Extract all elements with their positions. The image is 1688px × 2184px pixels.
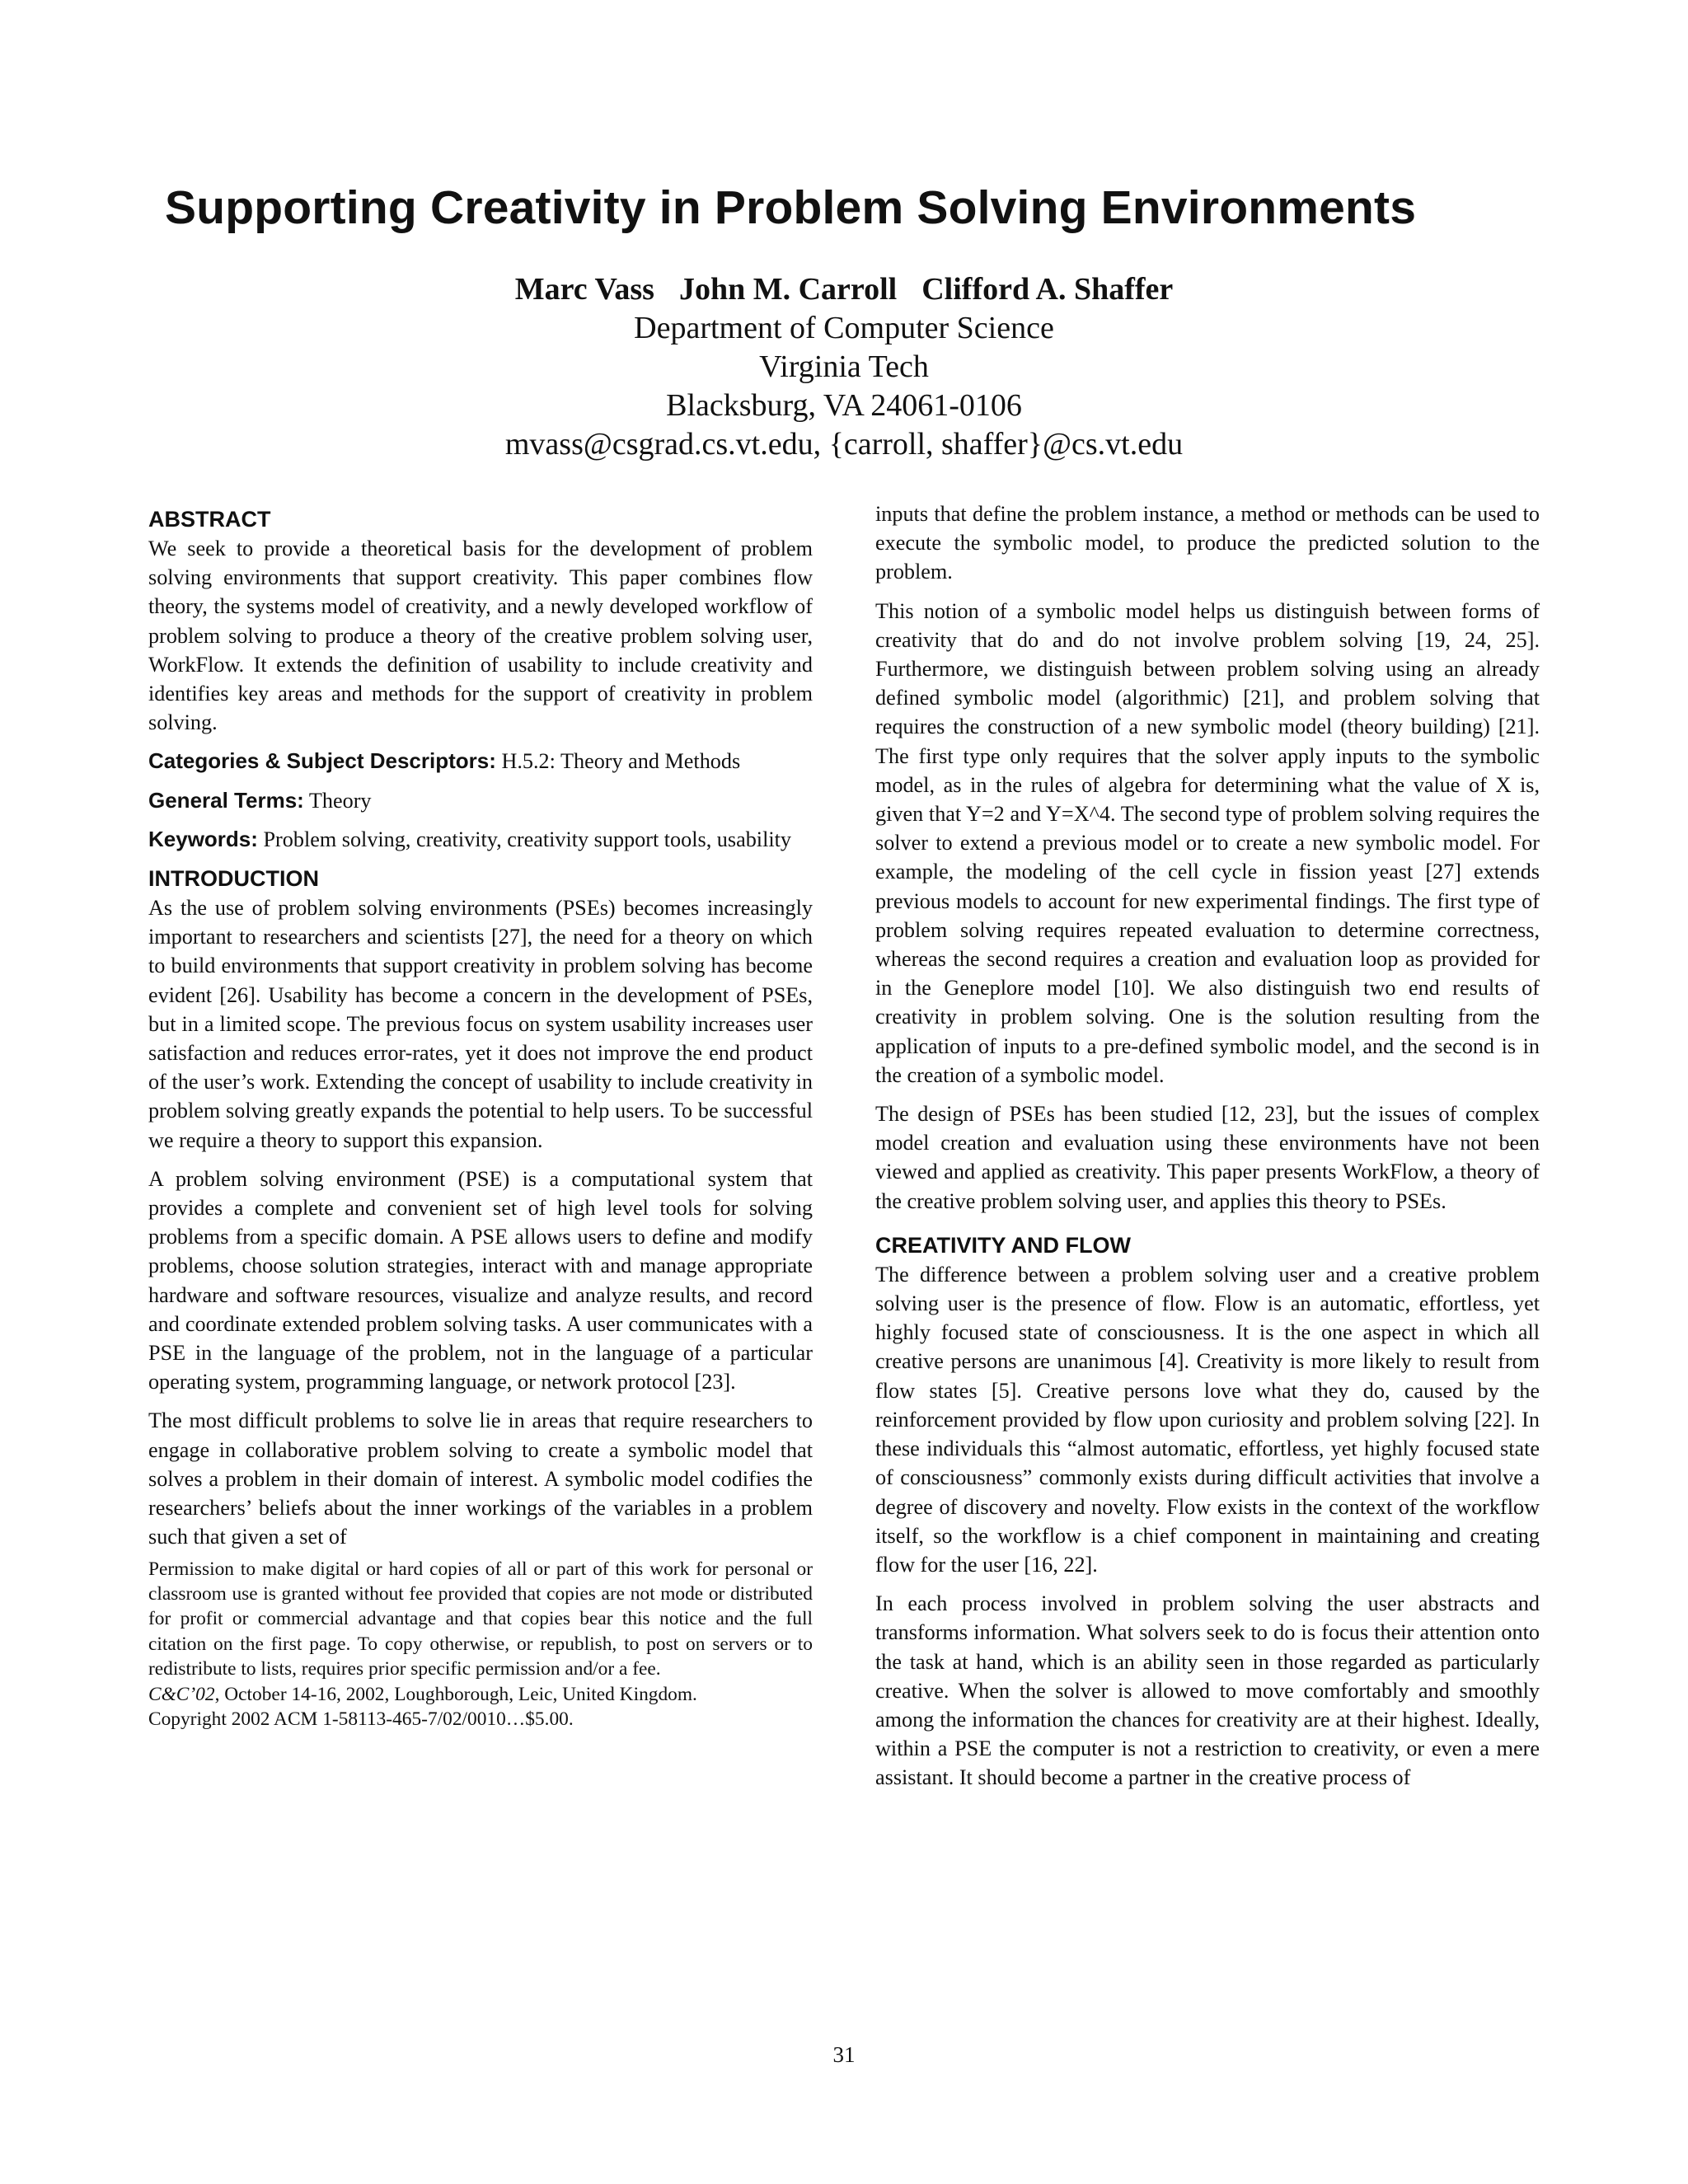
keywords-label: Keywords: — [148, 826, 258, 851]
left-column — [148, 504, 813, 1732]
abstract-text: We seek to provide a theoretical basis for the development of problem solving environments that support creativity. This paper combines flow theory, the systems model of creativity, and a newly developed workflow of problem solving to produce a theory of the creative problem solving user, WorkFlow. It extends the definition of usability to include creativity and identifies key areas and methods for the support of creativity in problem solving. — [148, 537, 813, 735]
affiliation-university: Virginia Tech — [759, 349, 929, 384]
categories-descriptors — [148, 747, 813, 776]
general-terms — [148, 786, 813, 815]
author-name: Clifford A. Shaffer — [921, 272, 1174, 307]
introduction-paragraph: A problem solving environment (PSE) is a computational system that provides a complete and convenient set of high level tools for solving problems from a specific domain. A PSE allows users to define and modify problems, choose solution strategies, interact with and manage appropriate hardware and software resources, visualize and analyze results, and record and coordinate extended problem solving tasks. A user communicates with a PSE in the language of the problem, not in the language of a particular operating system, programming language, or network protocol [23]. — [148, 1166, 813, 1394]
body-paragraph: The difference between a problem solving user and a creative problem solving user is the presence of flow. Flow is an automatic, effortless, yet highly focused state of consciousness. It is the one aspect in which all creative persons are unanimous [4]. Creativity is more likely to result from flow states [5]. Creative persons love what they do, caused by the reinforcement provided by flow upon curiosity and problem solving [22]. In these individuals this “almost automatic, effortless, yet highly focused state of consciousness” commonly exists during difficult activities that involve a degree of discovery and novelty. Flow exists in the context of the workflow itself, so the workflow is a chief component in maintaining and creating flow for the user [16, 22]. — [875, 1262, 1540, 1577]
copyright-line: Copyright 2002 ACM 1-58113-465-7/02/0010…$5.00. — [148, 1708, 574, 1730]
body-paragraph: inputs that define the problem instance, a method or methods can be used to execute the symbolic model, to produce the predicted solution to the problem. — [875, 502, 1540, 584]
page-number: 31 — [832, 2042, 856, 2067]
conference-line — [148, 1682, 813, 1707]
affiliation-department: Department of Computer Science — [634, 311, 1054, 345]
categories-value: H.5.2: Theory and Methods — [501, 749, 741, 774]
conference-details: , October 14-16, 2002, Loughborough, Leic, United Kingdom. — [214, 1683, 697, 1705]
paper-title: Supporting Creativity in Problem Solving Environments — [165, 181, 1417, 234]
introduction-heading: INTRODUCTION — [148, 866, 319, 892]
permission-text: Permission to make digital or hard copies of all or part of this work for personal or classroom use is granted without fee provided that copies are not mode or distributed for profit or commercial advantage and that copies bear this notice and the full citation on the first page. To copy otherwise, or republish, to post on servers or to redistribute to lists, requires prior specific permission and/or a fee. — [148, 1558, 813, 1680]
general-terms-label: General Terms: — [148, 787, 304, 813]
author-emails: mvass@csgrad.cs.vt.edu, {carroll, shaffer}@cs.vt.edu — [504, 427, 1184, 462]
introduction-paragraph: The most difficult problems to solve lie in areas that require researchers to engage in collaborative problem solving to create a symbolic model that solves a problem in their domain of interest. A symbolic model codifies the researchers’ beliefs about the inner workings of the variables in a problem such that given a set of — [148, 1408, 813, 1549]
author-name: John M. Carroll — [678, 272, 898, 307]
categories-label: Categories & Subject Descriptors: — [148, 748, 496, 774]
body-paragraph: The design of PSEs has been studied [12, 23], but the issues of complex model creation and evaluation using these environments have not been viewed and applied as creativity. This paper presents WorkFlow, a theory of the creative problem solving user, and applies this theory to PSEs. — [875, 1102, 1540, 1213]
author-list — [0, 270, 1688, 309]
keywords-value: Problem solving, creativity, creativity support tools, usability — [263, 827, 792, 851]
creativity-flow-heading: CREATIVITY AND FLOW — [875, 1232, 1131, 1258]
right-column — [875, 499, 1540, 1802]
affiliation-address: Blacksburg, VA 24061-0106 — [666, 388, 1022, 423]
general-terms-value: Theory — [308, 788, 372, 813]
conference-name: C&C’02 — [148, 1683, 215, 1705]
keywords — [148, 825, 813, 854]
author-block — [0, 270, 1688, 464]
introduction-paragraph: As the use of problem solving environments (PSEs) becomes increasingly important to researchers and scientists [27], the need for a theory on which to build environments that support creativity in problem solving has become evident [26]. Usability has become a concern in the development of PSEs, but in a limited scope. The previous focus on system usability increases user satisfaction and reduces error-rates, yet it does not improve the end product of the user’s work. Extending the concept of usability to include creativity in problem solving greatly expands the potential to help users. To be successful we require a theory to support this expansion. — [148, 896, 813, 1152]
author-name: Marc Vass — [514, 272, 654, 307]
body-paragraph: In each process involved in problem solving the user abstracts and transforms information. What solvers seek to do is focus their attention onto the task at hand, which is an ability seen in those regarded as particularly creative. When the solver is allowed to move comfortably and smoothly among the information the chances for creativity are at their highest. Ideally, within a PSE the computer is not a restriction to creativity, or even a mere assistant. It should become a partner in the creative process of — [875, 1591, 1540, 1790]
permission-notice — [148, 1557, 813, 1732]
body-paragraph: This notion of a symbolic model helps us distinguish between forms of creativity that do and do not involve problem solving [19, 24, 25]. Furthermore, we distinguish between problem solving using an already defined symbolic model (algorithmic) [21], and problem solving that requires the construction of a new symbolic model (theory building) [21]. The first type only requires that the solver apply inputs to the symbolic model, as in the rules of algebra for determining what the value of X is, given that Y=2 and Y=X^4. The second type of problem solving requires the solver to extend a previous model or to create a new symbolic model. For example, the modeling of the cell cycle in fission yeast [27] extends previous models to account for new experimental findings. The first type of problem solving requires repeated evaluation to determine correctness, whereas the second requires a creation and evaluation loop as provided for in the Geneplore model [10]. We also distinguish two end results of creativity in problem solving. One is the solution resulting from the application of inputs to a pre-defined symbolic model, and the second is in the creation of a symbolic model. — [875, 598, 1540, 1087]
abstract-heading: ABSTRACT — [148, 507, 271, 532]
